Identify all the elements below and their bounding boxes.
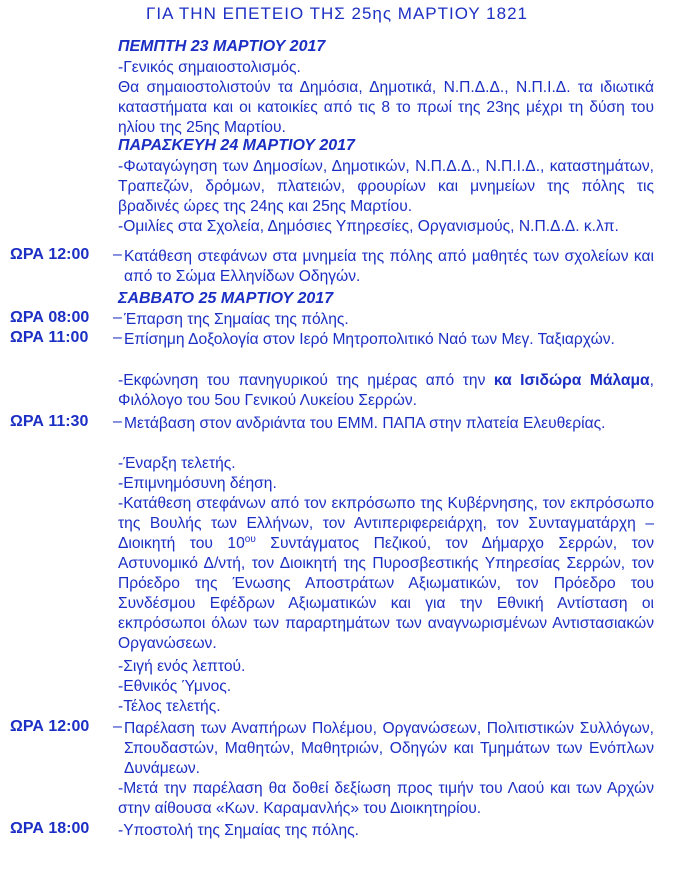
event-time: ΩΡΑ 18:00 — [10, 820, 90, 837]
panegyric-suffix: , Φιλόλογο του 5ου Γενικού Λυκείου Σερρών. — [118, 372, 654, 409]
event-time: ΩΡΑ 11:30 — [10, 413, 89, 430]
wreath-text-b: Συντάγματος Πεζικού, τον Δήμαρχο Σερρών, τον Αστυνομικό Δ/ντή, τον Διοικητή της Πυροσβεστικής Υπηρεσίας Σερρών, τον Πρόεδρο της Ένωσης Αποστράτων Αξιωματικών, τον Πρόεδρο του Συνδέσμου Εφέδρων Αξιωματικών και για την Εθνική Αντίσταση οι εκπρόσωποι όλων των παραρτημάτων των αναγνωρισμένων Αντιστασιακών Οργανώσεων. — [118, 535, 654, 652]
event-text: Μετάβαση στον ανδριάντα του ΕΜΜ. ΠΑΠΑ στην πλατεία Ελευθερίας. — [124, 415, 606, 432]
closing-item: -Τέλος τελετής. — [118, 698, 221, 715]
reception-paragraph: -Μετά την παρέλαση θα δοθεί δεξίωση προς τιμήν του Λαού και των Αρχών στην αίθουσα «Κων. Καραμανλής» του Διοικητηρίου. — [118, 780, 654, 817]
dash-separator: – — [113, 329, 122, 346]
panegyric-prefix: -Εκφώνηση του πανηγυρικού της ημέρας από την — [118, 372, 486, 389]
wreath-paragraph — [118, 494, 654, 654]
closing-item: -Εθνικός Ύμνος. — [118, 678, 232, 695]
event-time: ΩΡΑ 08:00 — [10, 309, 90, 326]
dash-separator: – — [113, 413, 122, 430]
thursday-item-1: -Γενικός σημαιοστολισμός. — [118, 59, 301, 76]
event-time: ΩΡΑ 12:00 — [10, 246, 90, 263]
dash-separator: – — [113, 246, 122, 263]
friday-item-1: -Φωταγώγηση των Δημοσίων, Δημοτικών, Ν.Π.Δ.Δ., Ν.Π.Ι.Δ., καταστημάτων, Τραπεζών, δρόμων, πλατειών, φρουρίων και μνημείων της πόλης τις βραδινές ώρες της 24ης και 25ης Μαρτίου. — [118, 158, 654, 215]
wreath-text-a: -Κατάθεση στεφάνων από τον εκπρόσωπο της Κυβέρνησης, τον εκπρόσωπο της Βουλής των Ελλήνων, τον Αντιπεριφερειάρχη, τον Συνταγματάρχη – Διοικητή του 10 — [118, 495, 654, 552]
event-text: Παρέλαση των Αναπήρων Πολέμου, Οργανώσεων, Πολιτιστικών Συλλόγων, Σπουδαστών, Μαθητών, Μαθητριών, Οδηγών και Τμημάτων των Ενόπλων Δυνάμεων. — [124, 720, 654, 777]
day-heading-thursday: ΠΕΜΠΤΗ 23 ΜΑΡΤΙΟΥ 2017 — [118, 38, 326, 55]
dash-separator: – — [113, 309, 122, 326]
day-heading-saturday: ΣΑΒΒΑΤΟ 25 ΜΑΡΤΙΟΥ 2017 — [118, 290, 334, 307]
closing-item: -Σιγή ενός λεπτού. — [118, 658, 246, 675]
page-title: ΓΙΑ ΤΗΝ ΕΠΕΤΕΙΟ ΤΗΣ 25ης ΜΑΡΤΙΟΥ 1821 — [146, 4, 528, 23]
speaker-name: κα Ισιδώρα Μάλαμα — [493, 372, 650, 389]
event-text: Έπαρση της Σημαίας της πόλης. — [124, 311, 349, 328]
panegyric-paragraph — [118, 371, 654, 411]
ceremony-item: -Έναρξη τελετής. — [118, 455, 236, 472]
day-heading-friday: ΠΑΡΑΣΚΕΥΗ 24 ΜΑΡΤΙΟΥ 2017 — [118, 137, 355, 154]
dash-separator: – — [113, 718, 122, 735]
friday-item-2: -Ομιλίες στα Σχολεία, Δημόσιες Υπηρεσίες, Οργανισμούς, Ν.Π.Δ.Δ. κ.λπ. — [118, 218, 619, 235]
ceremony-item: -Επιμνημόσυνη δέηση. — [118, 475, 277, 492]
event-time: ΩΡΑ 12:00 — [10, 718, 90, 735]
event-text: Κατάθεση στεφάνων στα μνημεία της πόλης από μαθητές των σχολείων και από το Σώμα Ελληνίδων Οδηγών. — [124, 248, 654, 285]
ordinal-suffix: ου — [244, 533, 256, 545]
event-text: Επίσημη Δοξολογία στον Ιερό Μητροπολιτικό Ναό των Μεγ. Ταξιαρχών. — [124, 331, 615, 348]
thursday-item-2: Θα σημαιοστολιστούν τα Δημόσια, Δημοτικά, Ν.Π.Δ.Δ., Ν.Π.Ι.Δ. τα ιδιωτικά καταστήματα και οι κατοικίες από τις 8 το πρωί της 23ης μέχρι τη δύση του ηλίου της 25ης Μαρτίου. — [118, 79, 654, 136]
event-text: -Υποστολή της Σημαίας της πόλης. — [118, 822, 359, 839]
event-time: ΩΡΑ 11:00 — [10, 329, 89, 346]
